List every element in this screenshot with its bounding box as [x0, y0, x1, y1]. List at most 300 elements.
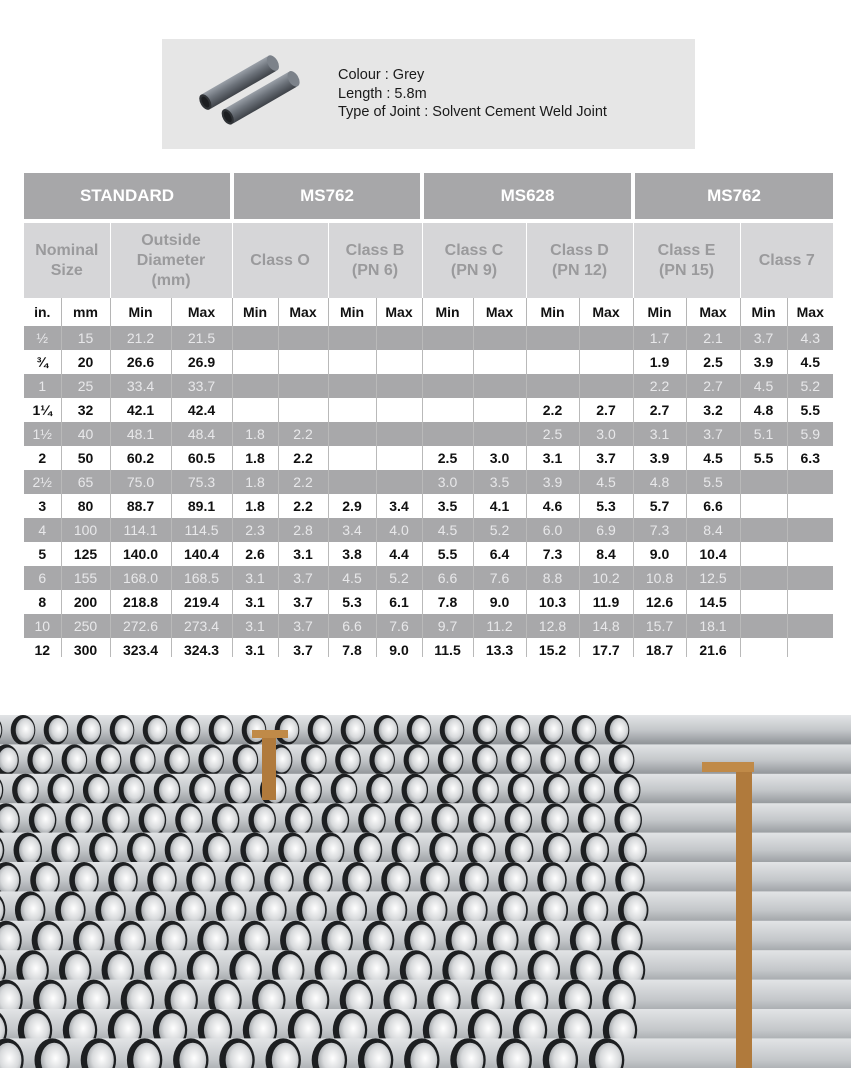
table-cell: 3.7 — [278, 614, 328, 638]
table-cell: 5.5 — [787, 398, 833, 422]
table-cell — [328, 470, 376, 494]
table-cell — [787, 590, 833, 614]
pipe-opening — [465, 866, 487, 895]
pipe-opening — [346, 718, 365, 742]
pipe-opening — [442, 777, 462, 803]
table-cell: 10 — [24, 614, 61, 638]
table-cell: 4.5 — [686, 446, 740, 470]
table-cell — [740, 542, 787, 566]
unit-header-cell: Max — [796, 304, 824, 320]
pipe-opening — [192, 866, 214, 895]
table-cell: 219.4 — [171, 590, 232, 614]
table-cell: 2.1 — [686, 326, 740, 350]
table-cell: 272.6 — [110, 614, 171, 638]
table-cell: 3.1 — [232, 638, 278, 657]
table-cell: 14.5 — [686, 590, 740, 614]
pipe-opening — [169, 748, 188, 773]
table-cell: 48.1 — [110, 422, 171, 446]
table-cell — [787, 494, 833, 518]
table-cell — [422, 350, 473, 374]
pipe-opening — [181, 807, 202, 834]
pipe-opening — [246, 836, 268, 864]
pipe-opening — [36, 866, 58, 895]
pipe-opening — [132, 836, 154, 864]
table-cell: 13.3 — [473, 638, 526, 657]
table-cell: 2.7 — [579, 398, 633, 422]
pipe-opening — [409, 748, 428, 773]
pipe-opening — [547, 807, 568, 834]
pipe-opening — [621, 866, 643, 895]
pipe-opening — [144, 807, 165, 834]
table-row — [24, 566, 833, 590]
table-cell — [473, 350, 526, 374]
pipe-opening — [397, 836, 419, 864]
pipe-opening — [473, 836, 495, 864]
table-cell — [473, 374, 526, 398]
pipe-opening — [49, 718, 68, 742]
table-cell — [579, 350, 633, 374]
table-cell — [740, 614, 787, 638]
table-cell — [422, 398, 473, 422]
table-cell: 11.5 — [422, 638, 473, 657]
table-cell — [422, 326, 473, 350]
table-cell: 5 — [24, 542, 61, 566]
table-cell: 3.8 — [328, 542, 376, 566]
pipe-opening — [57, 836, 79, 864]
table-cell — [787, 638, 833, 657]
spec-table — [24, 173, 833, 657]
pipe-opening — [114, 866, 136, 895]
table-cell — [376, 446, 422, 470]
pipe-opening — [336, 777, 356, 803]
table-cell: 4.4 — [376, 542, 422, 566]
table-cell: 125 — [61, 542, 110, 566]
table-cell: 6.9 — [579, 518, 633, 542]
class-7-header: Class 7 — [740, 223, 833, 298]
table-cell: 2½ — [24, 470, 61, 494]
table-cell: 2.6 — [232, 542, 278, 566]
table-cell: 11.9 — [579, 590, 633, 614]
pipe-opening — [478, 718, 497, 742]
pipe-opening — [19, 836, 41, 864]
table-cell: 4.3 — [787, 326, 833, 350]
table-cell: 4.5 — [787, 350, 833, 374]
pipe-opening — [301, 777, 321, 803]
table-row — [24, 446, 833, 470]
unit-header-cell: Max — [278, 298, 328, 326]
table-cell: 6.3 — [787, 446, 833, 470]
table-cell: 6 — [24, 566, 61, 590]
table-row — [24, 590, 833, 614]
length-spec: Length : 5.8m — [338, 85, 427, 102]
table-cell: 4.5 — [422, 518, 473, 542]
pipe-opening — [510, 836, 532, 864]
pipe-opening — [254, 807, 275, 834]
table-cell: 2.7 — [633, 398, 686, 422]
outside-diameter-header: Outside Diameter (mm) — [110, 223, 232, 298]
table-cell — [278, 326, 328, 350]
table-cell: 17.7 — [579, 638, 633, 657]
unit-header-cell: Min — [422, 298, 473, 326]
pipe-opening — [75, 866, 97, 895]
joint-spec: Type of Joint : Solvent Cement Weld Joint — [338, 104, 607, 120]
unit-header-cell: in. — [24, 298, 61, 326]
table-cell — [328, 374, 376, 398]
table-cell — [422, 422, 473, 446]
table-cell: 15 — [61, 326, 110, 350]
pipe-opening — [387, 866, 409, 895]
pipe-opening — [101, 895, 124, 925]
table-row — [24, 470, 833, 494]
table-row — [24, 518, 833, 542]
pipe-opening — [309, 866, 331, 895]
table-cell: 3.4 — [328, 518, 376, 542]
pipe-opening — [400, 807, 421, 834]
table-cell — [740, 566, 787, 590]
table-cell: 5.2 — [787, 374, 833, 398]
pipe-opening — [583, 895, 606, 925]
table-cell: 218.8 — [110, 590, 171, 614]
table-cell: 3.4 — [376, 494, 422, 518]
pipe-opening — [619, 777, 639, 803]
pipe-opening — [478, 777, 498, 803]
table-cell: 4.1 — [473, 494, 526, 518]
table-cell — [376, 326, 422, 350]
table-cell: 6.6 — [686, 494, 740, 518]
table-cell: 5.1 — [740, 422, 787, 446]
table-cell — [787, 518, 833, 542]
table-cell: 10.8 — [633, 566, 686, 590]
pipe-opening — [327, 807, 348, 834]
pipe-opening — [284, 836, 306, 864]
pipe-opening — [217, 807, 238, 834]
table-row — [24, 638, 833, 657]
table-cell — [232, 350, 278, 374]
pipe-opening — [290, 807, 311, 834]
table-cell: 3.1 — [526, 446, 579, 470]
table-cell: 168.0 — [110, 566, 171, 590]
table-row — [24, 542, 833, 566]
unit-header-row — [24, 298, 833, 326]
table-cell: 33.7 — [171, 374, 232, 398]
pipe-opening — [148, 718, 167, 742]
pipe-opening — [214, 718, 233, 742]
pipe-opening — [543, 866, 565, 895]
class-c-header: Class C (PN 9) — [422, 223, 526, 298]
table-cell: 1.8 — [232, 446, 278, 470]
table-cell — [232, 398, 278, 422]
unit-header-cell: Max — [686, 298, 740, 326]
unit-header-cell: Min — [110, 298, 171, 326]
table-cell: 9.7 — [422, 614, 473, 638]
table-cell: 7.8 — [328, 638, 376, 657]
pipe-opening — [435, 836, 457, 864]
table-cell: 3.7 — [579, 446, 633, 470]
table-cell: 1 — [24, 374, 61, 398]
pipe-opening — [340, 748, 359, 773]
table-cell — [278, 398, 328, 422]
table-row — [24, 398, 833, 422]
table-cell: 8.8 — [526, 566, 579, 590]
table-cell: 2.2 — [526, 398, 579, 422]
pipe-opening — [504, 866, 526, 895]
table-cell: 324.3 — [171, 638, 232, 657]
pipe-opening — [375, 748, 394, 773]
table-cell — [232, 326, 278, 350]
table-cell — [579, 374, 633, 398]
table-cell — [376, 374, 422, 398]
table-cell: 9.0 — [633, 542, 686, 566]
pipe-opening — [407, 777, 427, 803]
pipe-opening — [624, 836, 646, 864]
table-cell: 21.6 — [686, 638, 740, 657]
table-cell: 2.5 — [686, 350, 740, 374]
table-cell: 26.6 — [110, 350, 171, 374]
table-cell: 2.5 — [422, 446, 473, 470]
pipe-opening — [511, 718, 530, 742]
table-cell: 273.4 — [171, 614, 232, 638]
table-cell: 60.2 — [110, 446, 171, 470]
group-ms628: MS628 — [422, 173, 633, 219]
table-cell: 7.6 — [473, 566, 526, 590]
table-cell: 89.1 — [171, 494, 232, 518]
pipe-opening — [548, 777, 568, 803]
table-cell — [579, 326, 633, 350]
table-row — [24, 614, 833, 638]
table-cell: 4.0 — [376, 518, 422, 542]
table-cell — [473, 398, 526, 422]
table-cell: 2.2 — [278, 494, 328, 518]
table-cell: 10.4 — [686, 542, 740, 566]
pipe-opening — [238, 748, 257, 773]
pipe-opening — [364, 807, 385, 834]
table-cell — [278, 350, 328, 374]
table-cell: 4 — [24, 518, 61, 542]
table-row — [24, 422, 833, 446]
table-cell: 3.9 — [633, 446, 686, 470]
table-cell — [422, 374, 473, 398]
table-cell: 1¼ — [24, 398, 61, 422]
pipe-opening — [510, 807, 531, 834]
group-ms762-a: MS762 — [232, 173, 422, 219]
table-cell: 5.2 — [376, 566, 422, 590]
table-cell: 48.4 — [171, 422, 232, 446]
table-cell — [740, 638, 787, 657]
table-cell: 5.9 — [787, 422, 833, 446]
table-cell: 5.5 — [422, 542, 473, 566]
table-cell: 2.7 — [686, 374, 740, 398]
table-body — [24, 326, 833, 657]
table-cell: 168.5 — [171, 566, 232, 590]
pipe-opening — [82, 718, 101, 742]
class-o-header: Class O — [232, 223, 328, 298]
table-cell — [473, 326, 526, 350]
table-cell: 2 — [24, 446, 61, 470]
pipe-opening — [371, 777, 391, 803]
table-cell: 8.4 — [579, 542, 633, 566]
table-cell — [740, 590, 787, 614]
table-cell: 7.6 — [376, 614, 422, 638]
pipe-opening — [543, 895, 566, 925]
table-cell: 18.7 — [633, 638, 686, 657]
table-cell: 4.5 — [740, 374, 787, 398]
table-cell — [787, 614, 833, 638]
pipe-opening — [21, 895, 44, 925]
pipe-opening — [477, 748, 496, 773]
pipe-opening — [181, 718, 200, 742]
table-row — [24, 326, 833, 350]
table-row — [24, 350, 833, 374]
standard-group-row — [24, 173, 833, 219]
table-cell: ½ — [24, 326, 61, 350]
pipe-opening — [620, 807, 641, 834]
table-cell: 3.7 — [278, 590, 328, 614]
table-cell: 3.0 — [473, 446, 526, 470]
table-cell: 250 — [61, 614, 110, 638]
pipe-opening — [443, 748, 462, 773]
table-cell: 42.4 — [171, 398, 232, 422]
pipe-opening — [61, 895, 84, 925]
pipe-opening — [610, 718, 629, 742]
table-cell — [376, 398, 422, 422]
pipe-opening — [624, 895, 647, 925]
pipe-opening — [306, 748, 325, 773]
pipe-opening — [321, 836, 343, 864]
table-cell: 3.9 — [740, 350, 787, 374]
table-cell: 3.1 — [232, 614, 278, 638]
table-cell — [740, 470, 787, 494]
table-cell: 200 — [61, 590, 110, 614]
table-cell: 5.3 — [579, 494, 633, 518]
table-cell: 20 — [61, 350, 110, 374]
pipe-opening — [231, 866, 253, 895]
table-cell: 11.2 — [473, 614, 526, 638]
table-cell: 40 — [61, 422, 110, 446]
table-cell — [376, 422, 422, 446]
table-cell — [328, 326, 376, 350]
table-cell: 9.0 — [376, 638, 422, 657]
table-cell: 18.1 — [686, 614, 740, 638]
pipe-opening — [95, 836, 117, 864]
pipe-opening — [548, 836, 570, 864]
table-cell: 2.2 — [278, 446, 328, 470]
pipe-opening — [379, 718, 398, 742]
table-cell — [376, 350, 422, 374]
table-cell — [740, 518, 787, 542]
pipe-opening — [230, 777, 250, 803]
table-cell: 5.3 — [328, 590, 376, 614]
unit-header-cell: Min — [740, 298, 787, 326]
pipe-opening — [101, 748, 120, 773]
table-cell: 3.2 — [686, 398, 740, 422]
table-cell: 3.7 — [278, 638, 328, 657]
table-cell: 3.1 — [232, 590, 278, 614]
table-cell: 4.8 — [633, 470, 686, 494]
table-cell: 12.5 — [686, 566, 740, 590]
table-cell: 88.7 — [110, 494, 171, 518]
table-cell: 5.5 — [740, 446, 787, 470]
pipe-opening — [170, 836, 192, 864]
pipe-opening — [159, 777, 179, 803]
pipe-opening — [546, 748, 565, 773]
colour-spec: Colour : Grey — [338, 67, 425, 83]
table-cell: 4.5 — [328, 566, 376, 590]
pipe-opening — [473, 807, 494, 834]
pipe-opening — [270, 866, 292, 895]
table-cell: 10.2 — [579, 566, 633, 590]
table-cell: 6.0 — [526, 518, 579, 542]
table-cell — [526, 374, 579, 398]
table-cell: 140.0 — [110, 542, 171, 566]
unit-header-cell: Min — [526, 298, 579, 326]
unit-header-cell: Min — [232, 298, 278, 326]
pipe-opening — [67, 748, 86, 773]
table-cell: 140.4 — [171, 542, 232, 566]
pipe-opening — [302, 895, 325, 925]
table-cell: 4.5 — [579, 470, 633, 494]
table-cell — [787, 470, 833, 494]
nominal-size-header: Nominal Size — [24, 223, 110, 298]
table-cell: 75.3 — [171, 470, 232, 494]
table-cell: 8.4 — [686, 518, 740, 542]
table-cell: 3.7 — [686, 422, 740, 446]
table-cell: 1.8 — [232, 470, 278, 494]
table-cell: 1.9 — [633, 350, 686, 374]
pipe-opening — [582, 866, 604, 895]
pipe-opening — [107, 807, 128, 834]
pipe-opening — [513, 777, 533, 803]
table-cell: ¾ — [24, 350, 61, 374]
pipe-opening — [437, 807, 458, 834]
table-cell: 1½ — [24, 422, 61, 446]
table-cell: 21.2 — [110, 326, 171, 350]
pipe-opening — [342, 895, 365, 925]
table-cell — [526, 326, 579, 350]
table-cell: 300 — [61, 638, 110, 657]
unit-header-cell: Max — [376, 298, 422, 326]
table-cell: 7.3 — [633, 518, 686, 542]
table-cell — [278, 374, 328, 398]
table-cell — [232, 374, 278, 398]
pipe-opening — [426, 866, 448, 895]
table-cell — [328, 398, 376, 422]
table-cell: 7.3 — [526, 542, 579, 566]
table-cell: 6.4 — [473, 542, 526, 566]
table-cell: 323.4 — [110, 638, 171, 657]
table-row — [24, 374, 833, 398]
pipe-opening — [115, 718, 134, 742]
pipe-opening — [135, 748, 154, 773]
table-cell: 5.7 — [633, 494, 686, 518]
table-cell: 1.8 — [232, 494, 278, 518]
table-cell: 3.5 — [473, 470, 526, 494]
unit-header-cell: mm — [61, 298, 110, 326]
pipe-opening — [53, 777, 73, 803]
pipe-opening — [208, 836, 230, 864]
pipe-opening — [204, 748, 223, 773]
table-cell: 26.9 — [171, 350, 232, 374]
pipe-opening — [583, 807, 604, 834]
table-cell: 8 — [24, 590, 61, 614]
class-header-row — [24, 223, 833, 298]
pipe-opening — [412, 718, 431, 742]
table-cell: 3.7 — [278, 566, 328, 590]
table-cell — [526, 350, 579, 374]
pipe-opening — [348, 866, 370, 895]
table-row — [24, 494, 833, 518]
table-cell: 114.5 — [171, 518, 232, 542]
pipe-opening — [16, 718, 35, 742]
